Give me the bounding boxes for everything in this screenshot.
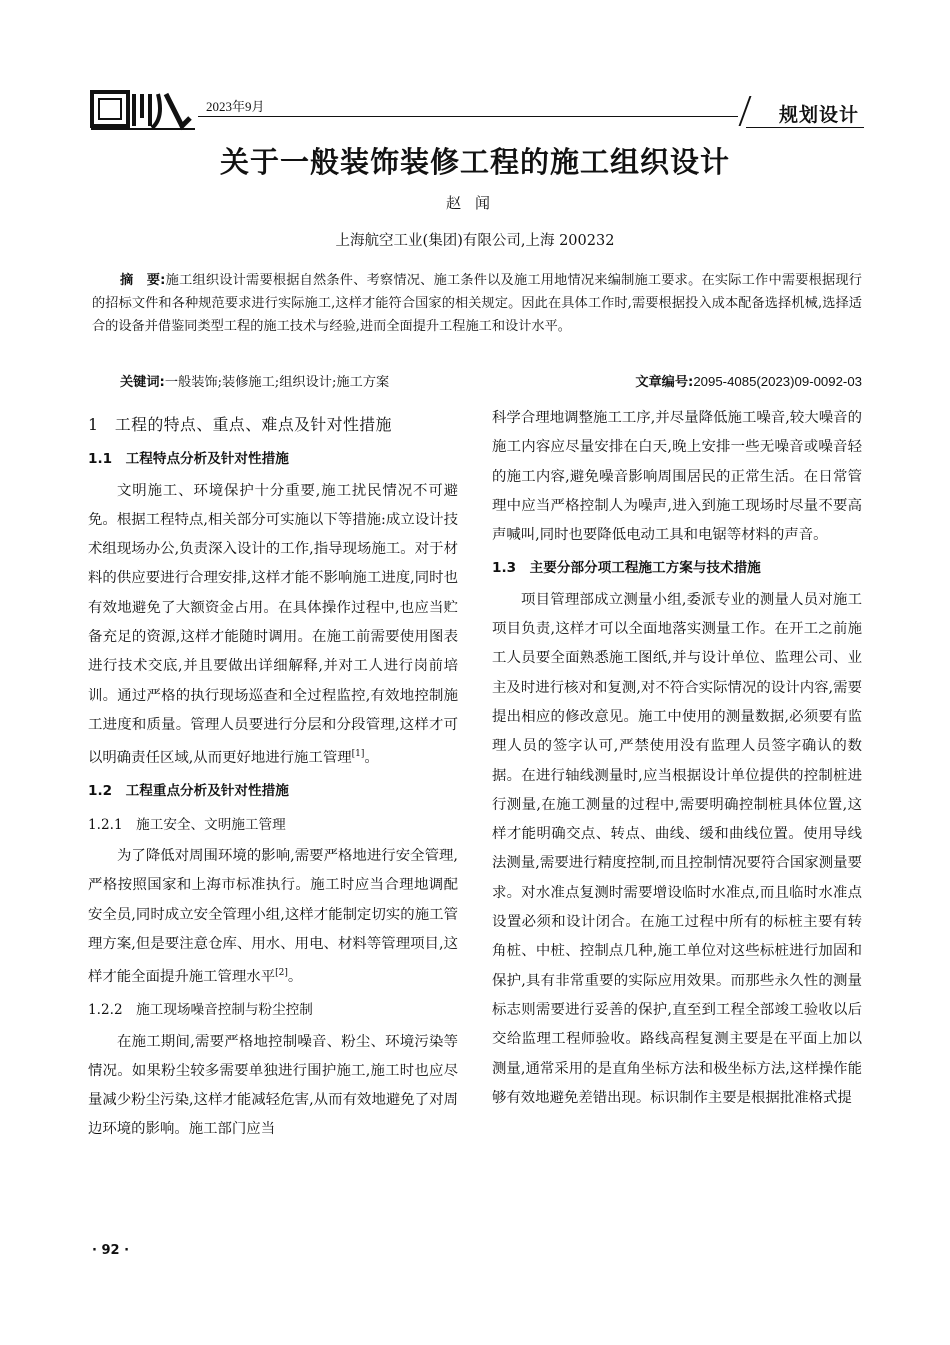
heading-1-2: 1.2 工程重点分析及针对性措施 [88,783,289,800]
paragraph-text: 文明施工、环境保护十分重要,施工扰民情况不可避免。根据工程特点,相关部分可实施以下等措施:成立设计技术组现场办公,负责深入设计的工作,指导现场施工。对于材料的供应要进行合理安排,这样才能不影响施工进度,同时也有效地避免了大额资金占用。在具体操作过程中,也应当贮备充足的资源,这样才能随时调用。在施工前需要使用图表进行技术交底,并且要做出详细解释,并对工人进行岗前培训。通过严格的执行现场巡查和全过程监控,有效地控制施工进度和质量。管理人员要进行分层和分段管理,这样才可以明确责任区域,从而更好地进行施工管理 [88,482,458,767]
heading-1: 1 工程的特点、重点、难点及针对性措施 [88,415,392,434]
heading-1-2-1: 1.2.1 施工安全、文明施工管理 [88,816,286,833]
keywords-label: 关键词: [120,375,165,390]
section-slash [739,96,752,126]
paragraph-text: 为了降低对周围环境的影响,需要严格地进行安全管理,严格按照国家和上海市标准执行。施工时应当合理地调配安全员,同时成立安全管理小组,这样才能制定切实的施工管理方案,但是要注意仓库、用水、用电、材料等管理项目,这样才能全面提升施工管理水平 [88,847,458,985]
section-tag [740,96,865,128]
section-underline [746,127,864,128]
paragraph [88,842,458,992]
left-column [88,410,458,1145]
paragraph-end: 。 [287,968,303,985]
heading-1-2-2: 1.2.2 施工现场噪音控制与粉尘控制 [88,1002,313,1019]
article-number-text: 2095-4085(2023)09-0092-03 [693,374,862,389]
abstract [92,269,862,338]
paragraph-end: 。 [364,750,379,767]
paragraph: 科学合理地调整施工工序,并尽量降低施工噪音,较大噪音的施工内容应尽量安排在白天,晚上安排一些无噪音或噪音轻的施工内容,避免噪音影响周围居民的正常生活。在日常管理中应当严格控制人为噪声,进入到施工现场时尽量不要高声喊叫,同时也要降低电动工具和电锯等材料的声音。 [492,410,862,544]
affiliation: 上海航空工业(集团)有限公司,上海 200232 [335,233,615,249]
abstract-label: 摘 要: [120,273,166,288]
article-title: 关于一般装饰装修工程的施工组织设计 [219,145,730,179]
keywords [120,371,389,390]
page-number: · 92 · [92,1243,130,1258]
article-number-label: 文章编号: [635,375,694,390]
issue-date: 2023年9月 [206,99,265,114]
journal-logo [90,88,198,132]
keywords-text: 一般装饰;装修施工;组织设计;施工方案 [164,375,390,390]
section-label: 规划设计 [778,104,859,126]
paragraph [88,477,458,774]
abstract-text: 施工组织设计需要根据自然条件、考察情况、施工条件以及施工用地情况来编制施工要求。在实际工作中需要根据现行的招标文件和各种规范要求进行实际施工,这样才能符合国家的相关规定。因此在具体工作时,需要根据投入成本配备选择机械,选择适合的设备并借鉴同类型工程的施工技术与经验,进而全面提升工程施工和设计水平。 [92,273,862,334]
citation: [2] [275,968,288,979]
header-rule [198,116,738,117]
heading-1-3: 1.3 主要分部分项工程施工方案与技术措施 [492,560,761,577]
heading-1-1: 1.1 工程特点分析及针对性措施 [88,451,289,468]
journal-logo-icon [90,88,198,132]
citation: [1] [351,749,365,760]
paragraph: 在施工期间,需要严格地控制噪音、粉尘、环境污染等情况。如果粉尘较多需要单独进行围护施工,施工时也应尽量减少粉尘污染,这样才能减轻危害,从而有效地避免了对周边环境的影响。施工部门应当 [88,1033,458,1138]
author: 赵闻 [445,194,504,212]
article-number [635,371,862,390]
paragraph: 项目管理部成立测量小组,委派专业的测量人员对施工项目负责,这样才可以全面地落实测量工作。在开工之前施工人员要全面熟悉施工图纸,并与设计单位、监理公司、业主及时进行核对和复测,对不符合实际情况的设计内容,需要提出相应的修改意见。施工中使用的测量数据,必须要有监理人员的签字认可,严禁使用没有监理人员签字确认的数据。在进行轴线测量时,应当根据设计单位提供的控制桩进行测量,在施工测量的过程中,需要明确控制桩具体位置,这样才能明确交点、转点、曲线、缓和曲线位置。使用导线法测量,需要进行精度控制,而且控制情况要符合国家测量要求。对水准点复测时需要增设临时水准点,而且临时水准点设置必须和设计闭合。在施工过程中所有的标桩主要有转角桩、中桩、控制点几种,施工单位对这些标桩进行加固和保护,具有非常重要的实际应用效果。而那些永久性的测量标志则需要进行妥善的保护,直至到工程全部竣工验收以后交给监理工程师验收。路线高程复测主要是在平面上加以测量,通常采用的是直角坐标方法和极坐标方法,这样操作能够有效地避免差错出现。标识制作主要是根据批准格式提 [492,591,862,1106]
right-column [492,404,862,1113]
